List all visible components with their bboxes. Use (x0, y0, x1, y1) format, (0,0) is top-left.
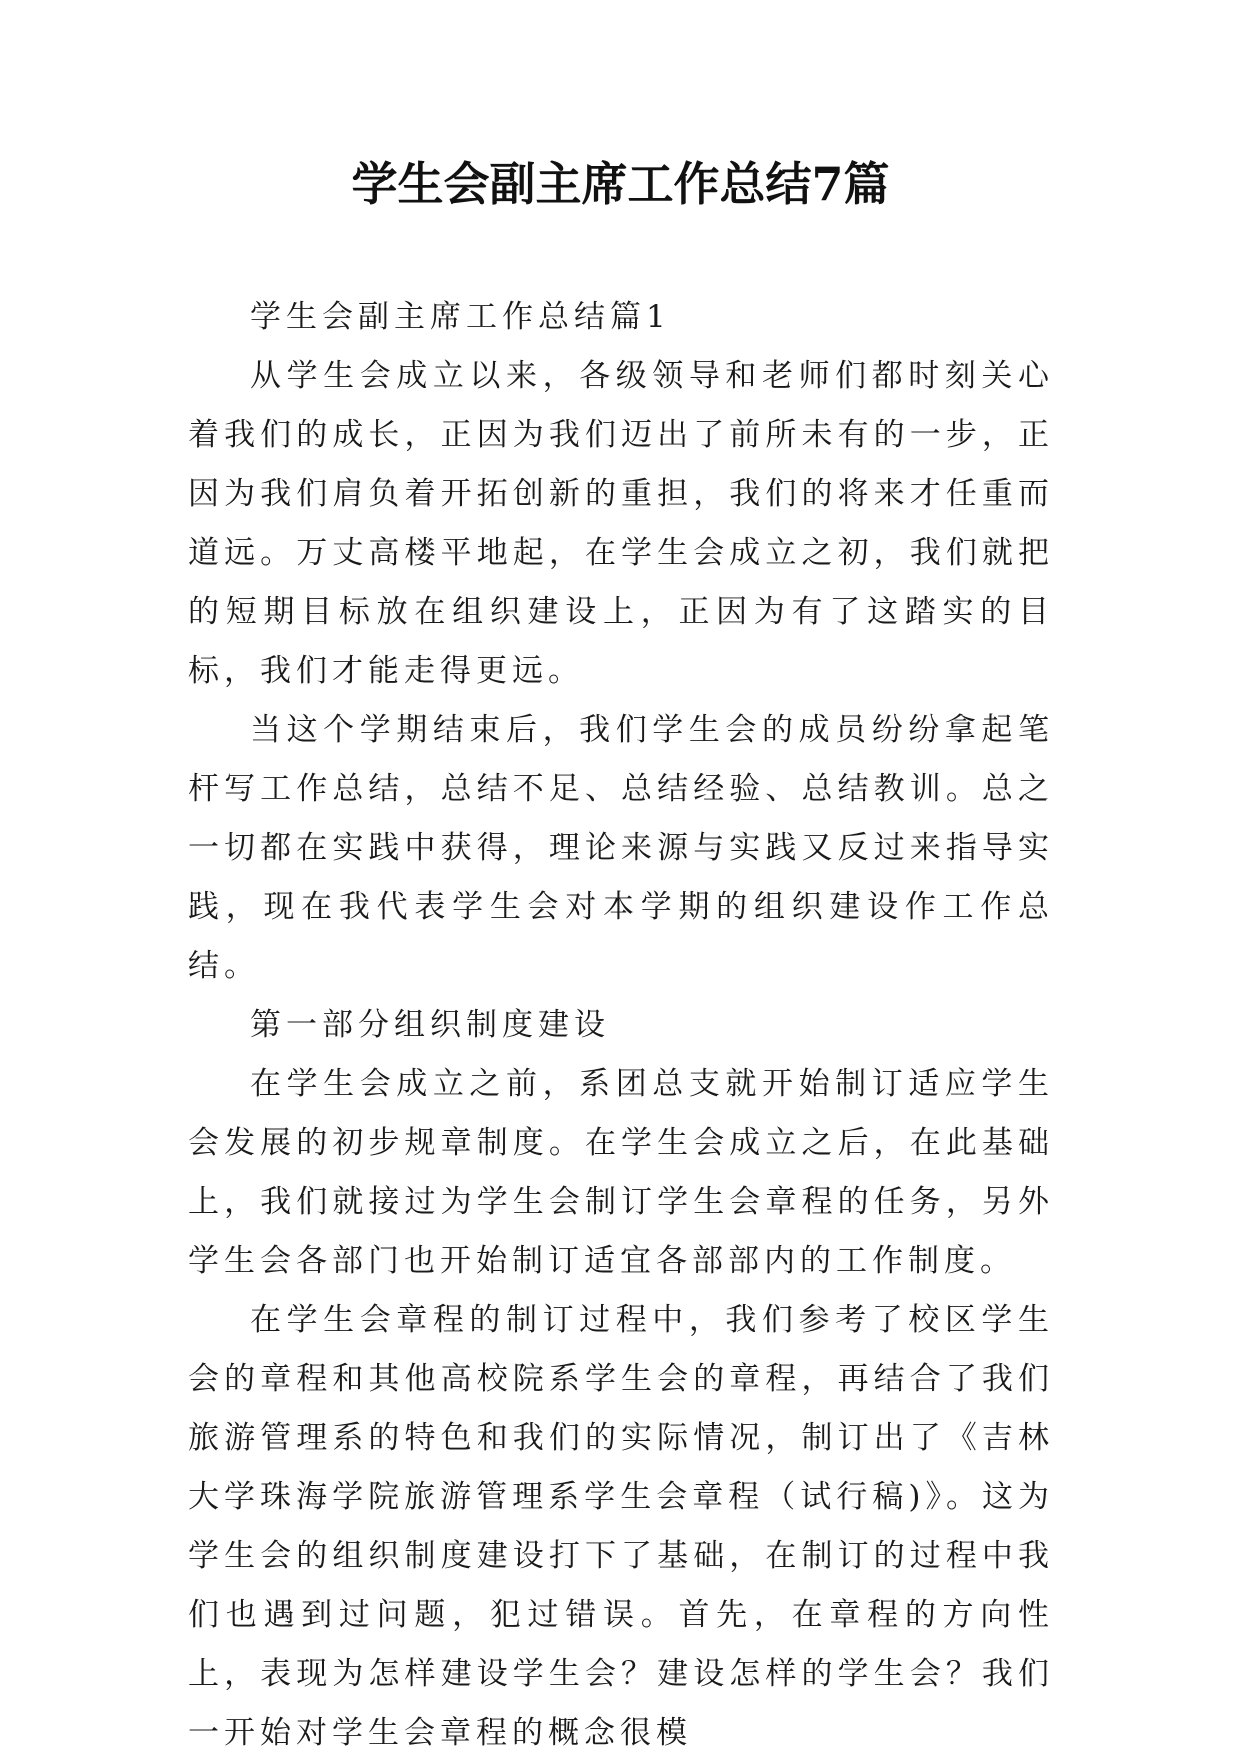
document-title: 学生会副主席工作总结7篇 (351, 157, 890, 211)
section-heading: 学生会副主席工作总结篇1 (250, 299, 671, 335)
document-body (188, 288, 1054, 1763)
section-heading: 第一部分组织制度建设 (250, 1007, 610, 1043)
body-paragraph: 在学生会成立之前，系团总支就开始制订适应学生会发展的初步规章制度。在学生会成立之后，在此基础上，我们就接过为学生会制订学生会章程的任务，另外学生会各部门也开始制订适宜各部部内的工作制度。 (188, 1066, 1054, 1279)
body-paragraph: 从学生会成立以来，各级领导和老师们都时刻关心着我们的成长，正因为我们迈出了前所未有的一步，正因为我们肩负着开拓创新的重担，我们的将来才任重而道远。万丈高楼平地起，在学生会成立之初，我们就把的短期目标放在组织建设上，正因为有了这踏实的目标，我们才能走得更远。 (188, 358, 1054, 689)
body-paragraph: 当这个学期结束后，我们学生会的成员纷纷拿起笔杆写工作总结，总结不足、总结经验、总结教训。总之一切都在实践中获得，理论来源与实践又反过来指导实践，现在我代表学生会对本学期的组织建设作工作总结。 (188, 712, 1054, 984)
body-paragraph: 在学生会章程的制订过程中，我们参考了校区学生会的章程和其他高校院系学生会的章程，再结合了我们旅游管理系的特色和我们的实际情况，制订出了《吉林大学珠海学院旅游管理系学生会章程（试行稿)》。这为学生会的组织制度建设打下了基础，在制订的过程中我们也遇到过问题，犯过错误。首先，在章程的方向性上，表现为怎样建设学生会？建设怎样的学生会？我们一开始对学生会章程的概念很模 (188, 1302, 1054, 1751)
